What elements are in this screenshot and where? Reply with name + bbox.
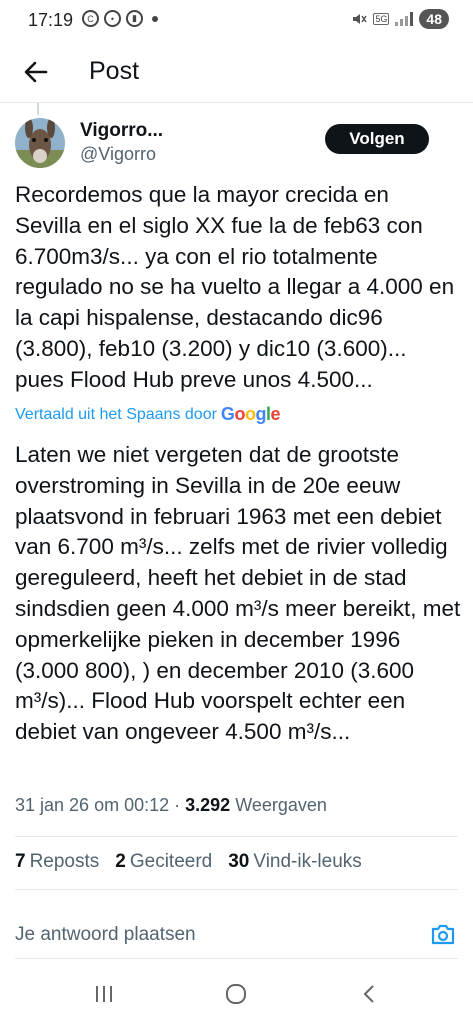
author-name[interactable]: Vigorro... — [80, 120, 164, 141]
reply-input[interactable]: Je antwoord plaatsen — [15, 924, 196, 945]
divider — [15, 958, 458, 959]
donkey-avatar-image — [15, 118, 65, 168]
tweet-text: Recordemos que la mayor crecida en Sevilla en el siglo XX fue la de feb63 con 6.700m3/s... ya con el rio totalmente regulado no se ha vuelto a llegar a 4.000 en la capi hispalense, destacando dic96 (3.800), feb10 (3.200) y dic10 (3.600)... pues Flood Hub preve unos 4.500... — [15, 182, 455, 392]
views-count: 3.292 — [185, 795, 231, 815]
likes-count: 30 — [228, 851, 250, 872]
reposts-label: Reposts — [29, 851, 100, 872]
author-handle[interactable]: @Vigorro — [80, 144, 156, 164]
system-navigation-bar — [0, 972, 473, 1024]
post-meta — [15, 795, 327, 816]
engagement-stats — [15, 851, 362, 873]
reposts-count: 7 — [15, 851, 26, 872]
quotes-count: 2 — [115, 851, 126, 872]
back-nav-icon[interactable] — [358, 983, 380, 1005]
signal-icon — [395, 12, 413, 26]
page-title: Post — [89, 57, 140, 85]
quotes-stat[interactable] — [115, 851, 212, 873]
translated-text: Laten we niet vergeten dat de grootste overstroming in Sevilla in de 20e eeuw plaatsvond in februari 1963 met een debiet van 6.700 m³/s... zelfs met de rivier volledig gereguleerd, heeft het debiet in de stad sindsdien geen 4.000 m³/s meer bereikt, met opmerkelijke pieken in december 1996 (3.000 800), ) en december 2010 (3.600 m³/s)... Flood Hub voorspelt echter een debiet van ongeveer 4.500 m³/s... — [15, 442, 461, 745]
reposts-stat[interactable] — [15, 851, 99, 873]
app-notification-icon: • — [104, 10, 121, 27]
notification-icons — [82, 10, 158, 27]
status-bar — [0, 0, 473, 44]
likes-label: Vind-ik-leuks — [253, 851, 362, 872]
translation-notice-label: Vertaald uit het Spaans door — [15, 405, 217, 423]
system-icons — [351, 9, 449, 29]
divider — [15, 889, 458, 890]
sync-icon: C — [82, 10, 99, 27]
status-time: 17:19 — [28, 10, 74, 30]
likes-stat[interactable] — [228, 851, 362, 873]
camera-icon[interactable] — [430, 921, 456, 947]
follow-button[interactable]: Volgen — [325, 124, 429, 154]
translation-notice[interactable] — [15, 404, 280, 425]
battery-indicator: 48 — [419, 9, 449, 29]
quotes-label: Geciteerd — [129, 851, 213, 872]
top-app-bar — [0, 44, 473, 103]
more-notifications-icon — [152, 16, 158, 22]
mute-icon — [351, 11, 367, 27]
shield-notification-icon: ▮ — [126, 10, 143, 27]
network-type: 5G — [375, 14, 388, 24]
divider — [15, 836, 458, 837]
meta-separator: · — [169, 795, 186, 815]
back-arrow-icon[interactable] — [20, 56, 52, 88]
thread-connector-line — [37, 103, 39, 115]
views-label: Weergaven — [235, 795, 327, 815]
avatar[interactable] — [15, 118, 65, 168]
home-icon[interactable] — [225, 983, 247, 1005]
google-logo: Google — [220, 404, 280, 424]
post-timestamp[interactable]: 31 jan 26 om 00:12 — [15, 795, 170, 815]
recent-apps-icon[interactable] — [93, 983, 115, 1005]
